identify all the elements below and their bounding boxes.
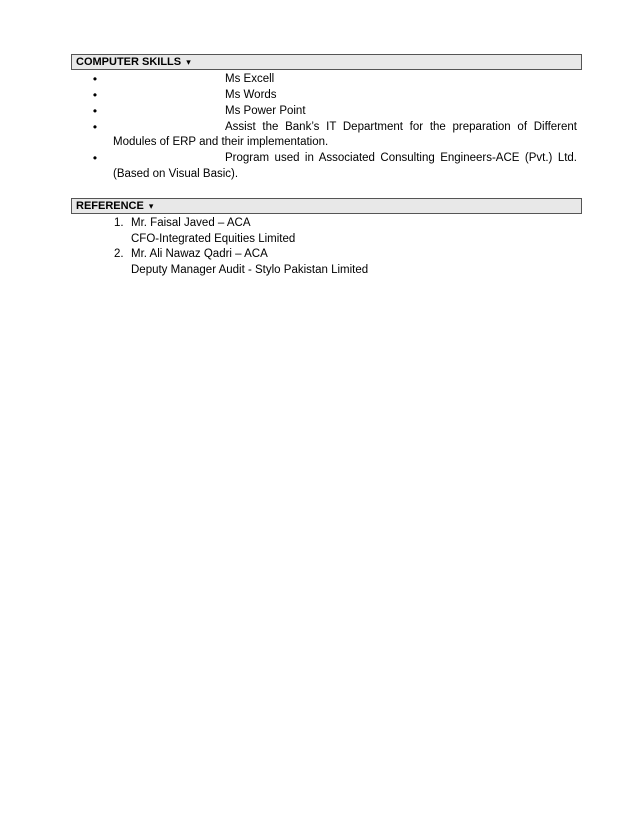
reference-name: Mr. Faisal Javed – ACA: [131, 217, 251, 229]
chevron-down-icon[interactable]: ▾: [148, 201, 154, 211]
skill-text: Ms Excell: [225, 73, 275, 85]
skill-text: Assist the Bank’s IT Department for the preparation of Different: [225, 121, 577, 133]
reference-title: REFERENCE: [76, 200, 144, 212]
skill-text: Ms Power Point: [225, 105, 306, 117]
bullet-icon: •: [92, 120, 98, 134]
computer-skills-header[interactable]: [71, 54, 582, 70]
skill-text-continuation: Modules of ERP and their implementation.: [113, 136, 329, 148]
skill-text: Program used in Associated Consulting Engineers-ACE (Pvt.) Ltd.: [225, 152, 577, 164]
reference-header[interactable]: [71, 198, 582, 214]
reference-name: Mr. Ali Nawaz Qadri – ACA: [131, 248, 268, 260]
bullet-icon: •: [92, 88, 98, 102]
reference-number: 1.: [114, 217, 124, 229]
bullet-icon: •: [92, 72, 98, 86]
skill-text-continuation: (Based on Visual Basic).: [113, 168, 239, 180]
reference-title: CFO-Integrated Equities Limited: [131, 233, 296, 245]
bullet-icon: •: [92, 104, 98, 118]
computer-skills-title: COMPUTER SKILLS: [76, 56, 182, 68]
chevron-down-icon[interactable]: ▾: [186, 57, 191, 67]
bullet-icon: •: [92, 151, 98, 165]
reference-title: Deputy Manager Audit - Stylo Pakistan Limited: [131, 264, 369, 276]
reference-number: 2.: [114, 248, 124, 260]
skill-text: Ms Words: [225, 89, 277, 101]
